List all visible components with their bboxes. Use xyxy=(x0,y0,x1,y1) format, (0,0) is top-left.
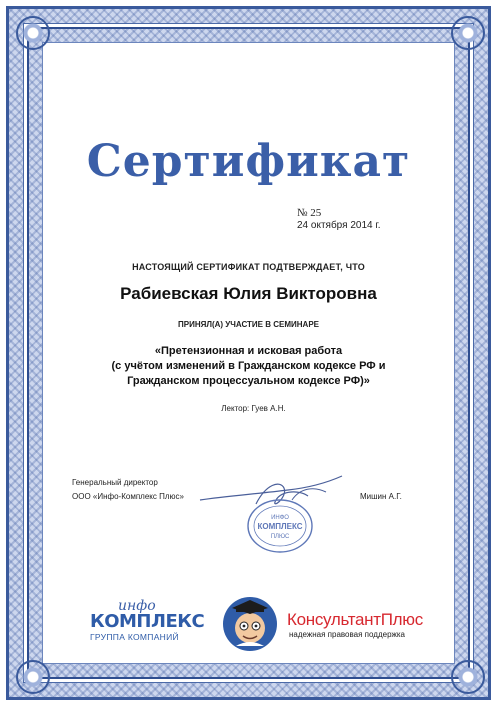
infokompleks-logo-sub: ГРУППА КОМПАНИЙ xyxy=(90,632,179,642)
svg-text:ПЛЮС: ПЛЮС xyxy=(270,534,290,540)
confirm-text: НАСТОЯЩИЙ СЕРТИФИКАТ ПОДТВЕРЖДАЕТ, ЧТО xyxy=(132,262,365,272)
seminar-title-line-1: «Претензионная и исковая работа xyxy=(154,345,343,357)
mascot-professor-icon xyxy=(222,596,278,652)
seminar-title-line-2: (с учётом изменений в Гражданском кодексе РФ и xyxy=(111,360,386,372)
director-title: Генеральный директор xyxy=(72,478,158,487)
certificate-title: Сертификат xyxy=(86,136,411,187)
svg-text:КОМПЛЕКС: КОМПЛЕКС xyxy=(257,522,303,531)
svg-text:ИНФО: ИНФО xyxy=(271,515,289,521)
lecturer: Лектор: Гуев А.Н. xyxy=(221,404,286,413)
infokompleks-logo-top: инфо xyxy=(118,598,156,614)
participated-text: ПРИНЯЛ(А) УЧАСТИЕ В СЕМИНАРЕ xyxy=(177,320,319,329)
seminar-title xyxy=(0,344,497,389)
certificate-number: № 25 xyxy=(297,207,322,219)
corner-ornament-bottom-right xyxy=(451,660,485,694)
infokompleks-logo-main: КОМПЛЕКС xyxy=(90,611,205,632)
konsultantplus-logo: КонсультантПлюс xyxy=(287,610,423,629)
company-stamp xyxy=(246,498,314,554)
director-organization: ООО «Инфо-Комплекс Плюс» xyxy=(72,492,184,501)
corner-ornament-top-right xyxy=(451,16,485,50)
certificate-date: 24 октября 2014 г. xyxy=(297,220,381,231)
konsultantplus-logo-sub: надежная правовая поддержка xyxy=(289,630,405,639)
recipient-name: Рабиевская Юлия Викторовна xyxy=(120,284,377,303)
signer-name: Мишин А.Г. xyxy=(360,492,402,501)
corner-ornament-top-left xyxy=(16,16,50,50)
corner-ornament-bottom-left xyxy=(16,660,50,694)
seminar-title-line-3: Гражданском процессуальном кодексе РФ)» xyxy=(127,375,370,387)
